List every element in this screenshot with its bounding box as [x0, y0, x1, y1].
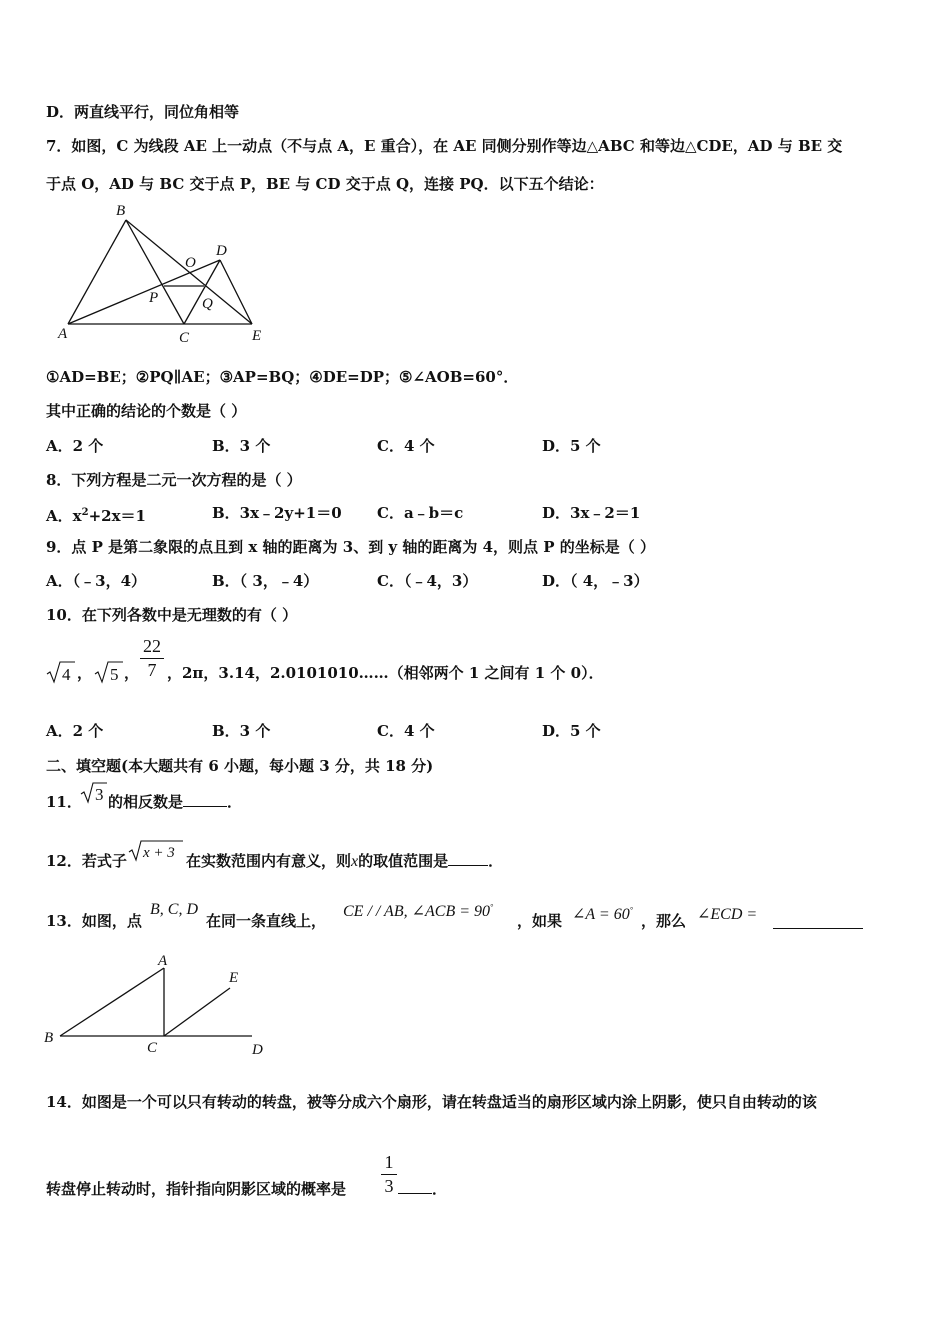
q13-condition-text: CE / / AB, ∠ACB = 90 — [343, 903, 491, 920]
sqrt3-expr — [80, 780, 108, 806]
q13-number: 13．如图，点 — [46, 912, 142, 930]
q8-option-b: B．3x﹣2y+1＝0 — [212, 504, 342, 522]
q14-answer-blank[interactable] — [398, 1179, 432, 1194]
q13-text2: ，如果 — [517, 912, 563, 930]
q7-option-a: A．2 个 — [46, 437, 104, 455]
q8-text: 8．下列方程是二元一次方程的是（ ） — [46, 471, 302, 489]
sqrt5-radicand: 5 — [110, 665, 119, 684]
q13-angle-ecd: ∠ECD = — [697, 906, 758, 923]
fig13-label-a: A — [158, 953, 168, 969]
q7-figure — [52, 198, 272, 348]
q13-text3: ，那么 — [641, 912, 687, 930]
fraction-denominator: 7 — [147, 660, 157, 680]
q8-option-a-post: +2x＝1 — [88, 507, 146, 525]
q10-option-a: A．2 个 — [46, 722, 104, 740]
section-2-heading: 二、填空题(本大题共有 6 小题，每小题 3 分，共 18 分) — [46, 757, 434, 775]
q8-option-c: C．a﹣b＝c — [377, 504, 464, 522]
q11-number: 11． — [46, 793, 82, 811]
q13-condition-deg: ° — [490, 902, 494, 912]
fig7-bc — [126, 220, 184, 324]
q14-answer: ． — [398, 1179, 447, 1199]
fig7-label-d: D — [216, 243, 227, 259]
probability-bar — [381, 1174, 397, 1175]
probability-fraction — [381, 1152, 397, 1197]
q7-option-d: D．5 个 — [542, 437, 601, 455]
q13-answer-blank[interactable] — [773, 914, 863, 929]
fraction-bar — [140, 658, 164, 659]
fig7-label-c: C — [179, 330, 190, 346]
fig7-be — [126, 220, 252, 324]
fig7-label-o: O — [185, 255, 196, 271]
q7-option-c: C．4 个 — [377, 437, 435, 455]
fig7-ad — [68, 260, 220, 324]
sqrt4-expr — [46, 658, 76, 686]
q13-angle-a-deg: ° — [629, 905, 633, 915]
q7-text-line2: 于点 O，AD 与 BC 交于点 P，BE 与 CD 交于点 Q，连接 PQ．以下五个结论： — [46, 175, 604, 193]
fig7-label-a: A — [58, 326, 68, 342]
q13-text1: 在同一条直线上， — [206, 912, 327, 930]
fig13-label-e: E — [229, 970, 239, 986]
q13-angle-a-text: ∠A = 60 — [572, 906, 630, 923]
fig13-label-d: D — [252, 1042, 263, 1058]
q11-text: 的相反数是 ． — [108, 793, 243, 811]
q12-var-x: x — [351, 853, 359, 870]
probability-denominator: 3 — [384, 1176, 394, 1196]
q10-text: 10．在下列各数中是无理数的有（ ） — [46, 606, 298, 624]
prev-option-d: D．两直线平行，同位角相等 — [46, 103, 240, 121]
fig7-de — [220, 260, 252, 324]
q7-ask: 其中正确的结论的个数是（ ） — [46, 402, 247, 420]
fig7-label-q: Q — [202, 296, 213, 312]
q12-number: 12．若式子 — [46, 852, 127, 870]
q13-condition — [343, 901, 493, 921]
fig13-ce — [164, 988, 230, 1036]
q13-figure — [40, 950, 275, 1060]
q14-text-line2: 转盘停止转动时，指针指向阴影区域的概率是 — [46, 1180, 347, 1198]
q7-conclusions: ①AD=BE；②PQ∥AE；③AP=BQ；④DE=DP；⑤∠AOB=60°． — [46, 368, 519, 386]
q10-option-c: C．4 个 — [377, 722, 435, 740]
q7-text-line1: 7．如图，C 为线段 AE 上一动点（不与点 A，E 重合），在 AE 同侧分别作等边△ABC 和等边△CDE，AD 与 BE 交 — [46, 137, 843, 155]
fig7-label-p: P — [149, 290, 159, 306]
q11-text-body: 的相反数是 — [108, 793, 184, 811]
sqrt4-radicand: 4 — [62, 665, 71, 684]
sqrt-x-plus-3 — [128, 838, 184, 864]
q8-option-a — [46, 503, 146, 526]
fig7-ab — [68, 220, 126, 324]
probability-numerator: 1 — [384, 1152, 394, 1172]
q12-text-body: 在实数范围内有意义，则 — [186, 852, 352, 870]
q11-answer-blank[interactable] — [183, 792, 227, 807]
q10-comma-2: ， — [124, 664, 140, 682]
q13-points-bcd: B, C, D — [150, 901, 198, 918]
q9-option-a: A．（﹣3，4） — [46, 572, 147, 590]
q14-text-line1: 14．如图是一个可以只有转动的转盘，被等分成六个扇形，请在转盘适当的扇形区域内涂上阴影，使只自由转动的该 — [46, 1093, 817, 1111]
sqrt-x-plus-3-radicand: x + 3 — [143, 845, 175, 861]
q9-option-c: C．（﹣4，3） — [377, 572, 478, 590]
q7-option-b: B．3 个 — [212, 437, 271, 455]
fig13-ba — [60, 968, 164, 1036]
q12-text: 在实数范围内有意义，则x的取值范围是 ． — [186, 852, 504, 870]
q8-option-a-pre: A．x — [46, 507, 82, 525]
fraction-22-7 — [140, 636, 164, 681]
fig13-label-b: B — [44, 1030, 54, 1046]
q10-option-b: B．3 个 — [212, 722, 271, 740]
q12-text-body2: 的取值范围是 — [358, 852, 449, 870]
q13-angle-a — [572, 904, 633, 924]
q8-option-d: D．3x﹣2＝1 — [542, 504, 641, 522]
fig7-label-b: B — [116, 203, 126, 219]
q9-option-d: D．（ 4，﹣3） — [542, 572, 649, 590]
q10-option-d: D．5 个 — [542, 722, 601, 740]
q9-text: 9．点 P 是第二象限的点且到 x 轴的距离为 3、到 y 轴的距离为 4，则点 P 的坐标是（ ） — [46, 538, 655, 556]
q9-option-b: B．（ 3，﹣4） — [212, 572, 319, 590]
sqrt5-expr — [94, 658, 124, 686]
fraction-numerator: 22 — [143, 636, 161, 656]
q10-number-list: ，2π，3.14，2.0101010……（相邻两个 1 之间有 1 个 0）． — [167, 664, 604, 682]
fig7-label-e: E — [252, 328, 262, 344]
q12-answer-blank[interactable] — [448, 851, 488, 866]
fig13-label-c: C — [147, 1040, 158, 1056]
q8-option-a-exp: 2 — [81, 507, 89, 518]
sqrt3-radicand: 3 — [95, 785, 104, 804]
q10-comma-1: ， — [77, 664, 93, 682]
